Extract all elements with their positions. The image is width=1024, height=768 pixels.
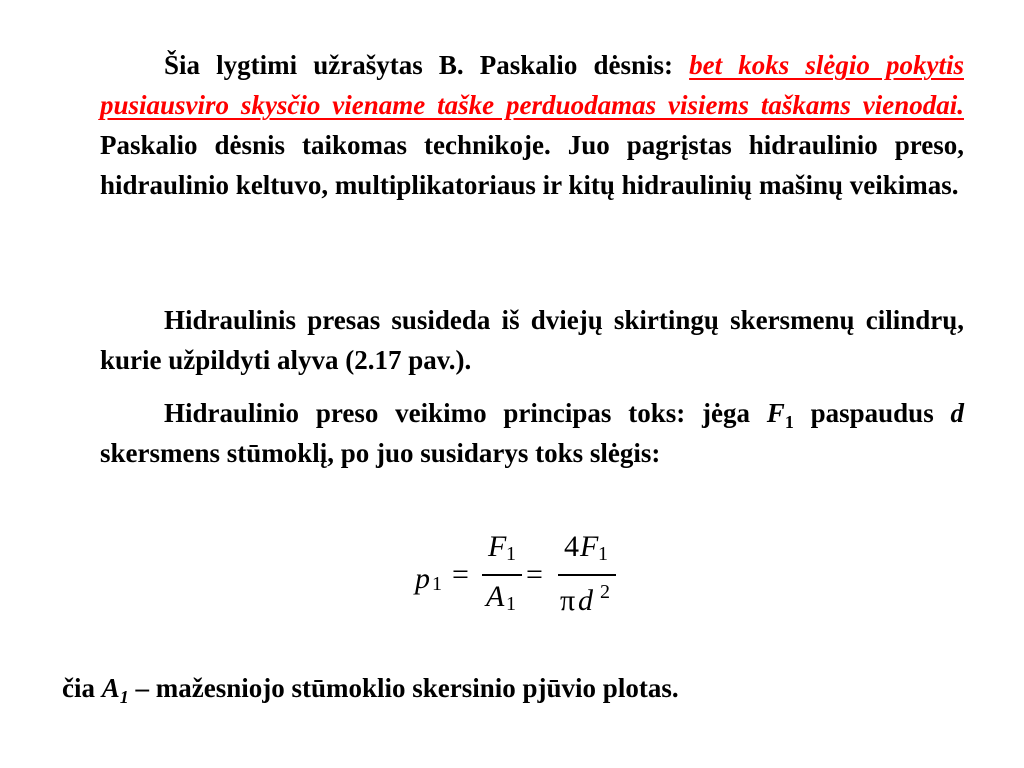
formula-numerator2-subscript: 1 — [598, 543, 608, 565]
fraction-bar-1 — [482, 574, 522, 576]
area-definition-note — [62, 668, 679, 708]
note-subscript: 1 — [119, 687, 129, 707]
formula-equals-2: = — [526, 558, 543, 591]
pascal-law-highlight: bet koks slėgio pokytis pusiausviro skysčio viename taške perduodamas visiems taškams vienodai. — [100, 50, 964, 120]
press-description-text: Hidraulinis presas susideda iš dviejų skirtingų skersmenų cilindrų, kurie užpildyti alyva (2.17 pav.). — [100, 305, 964, 375]
force-var-f: F — [766, 398, 785, 428]
formula-pi: π — [560, 584, 576, 617]
paragraph-press-principle — [100, 393, 964, 473]
diameter-var-d: d — [950, 398, 964, 428]
formula-numerator2-f: F — [580, 530, 599, 563]
note-rest: – mažesniojo stūmoklio skersinio pjūvio plotas. — [128, 673, 679, 703]
fraction-bar-2 — [558, 574, 616, 576]
pascal-intro: Šia lygtimi užrašytas B. Paskalio dėsnis: — [164, 50, 690, 80]
formula-numerator-f: F — [488, 530, 507, 563]
formula-p-subscript: 1 — [432, 573, 442, 595]
formula-denominator2-d: d — [578, 584, 593, 617]
paragraph-press-description — [100, 300, 964, 380]
formula-denominator-a: A — [486, 580, 505, 613]
principle-part2: paspaudus — [793, 398, 951, 428]
note-var-a: A — [101, 673, 120, 703]
formula-exponent-2: 2 — [600, 581, 610, 603]
pascal-applications: Paskalio dėsnis taikomas technikoje. Juo pagrįstas hidraulinio preso, hidraulinio keltuvo, multiplikatoriaus ir kitų hidraulinių mašinų veikimas. — [100, 130, 964, 200]
pressure-formula — [380, 522, 640, 632]
formula-denominator-subscript: 1 — [506, 593, 516, 615]
note-prefix: čia — [62, 673, 102, 703]
formula-numerator-subscript: 1 — [506, 543, 516, 565]
paragraph-pascal-law — [100, 45, 964, 205]
formula-coefficient-4: 4 — [564, 530, 579, 563]
formula-p: p — [415, 562, 430, 595]
principle-part3: skersmens stūmoklį, po juo susidarys toks slėgis: — [100, 438, 661, 468]
force-subscript: 1 — [784, 412, 794, 432]
formula-equals-1: = — [452, 558, 469, 591]
principle-part1: Hidraulinio preso veikimo principas toks: jėga — [164, 398, 767, 428]
